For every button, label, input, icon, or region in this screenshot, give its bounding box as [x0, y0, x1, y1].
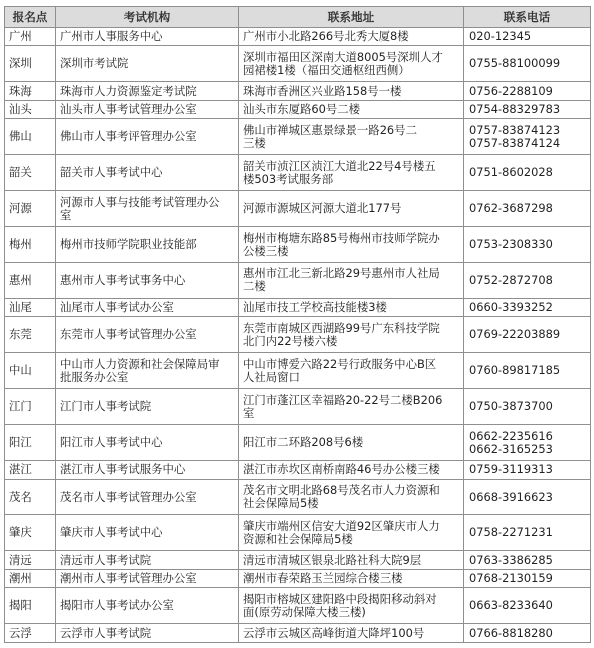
exam-institution-cell — [56, 569, 239, 587]
registration-point-cell: 汕头 — [5, 100, 56, 118]
contact-address-cell-line: 汕头市东厦路60号二楼 — [243, 102, 361, 117]
registration-point-cell: 珠海 — [5, 82, 56, 100]
exam-institution-cell-line: 江门市人事考试院 — [60, 399, 152, 414]
contact-phone-cell — [464, 227, 591, 263]
registration-point-cell: 广州 — [5, 28, 56, 46]
exam-institution-cell-line: 惠州市人事考试事务中心 — [60, 272, 186, 287]
contact-phone-cell-line: 0662-2235616 — [469, 428, 553, 443]
table-row — [5, 263, 591, 299]
registration-point-cell: 江门 — [5, 389, 56, 425]
registration-point-cell: 佛山 — [5, 119, 56, 155]
contact-phone-cell-line: 0762-3687298 — [469, 201, 553, 216]
registration-point-cell: 潮州 — [5, 569, 56, 587]
contact-address-cell — [239, 28, 464, 46]
contact-phone-cell-line: 0668-3916623 — [469, 489, 553, 504]
registration-point-cell: 东莞 — [5, 317, 56, 353]
contact-phone-cell-line: 0766-8818280 — [469, 625, 553, 640]
contact-address-cell-line: 面(原劳动保障大楼三楼) — [243, 604, 366, 619]
table-row — [5, 588, 591, 624]
exam-institution-cell — [56, 461, 239, 479]
registration-point-cell: 清远 — [5, 551, 56, 569]
contact-phone-cell — [464, 624, 591, 643]
contact-phone-cell — [464, 479, 591, 515]
contact-phone-cell-line: 0760-89817185 — [469, 363, 561, 378]
registration-point-cell: 韶关 — [5, 155, 56, 191]
table-row — [5, 28, 591, 46]
exam-institution-cell-line: 肇庆市人事考试中心 — [60, 525, 163, 540]
contact-address-cell-line: 茂名市文明北路68号茂名市人力资源和 — [243, 483, 440, 498]
contact-address-cell-line: 北门内22号楼六楼 — [243, 333, 338, 348]
exam-institution-cell — [56, 389, 239, 425]
registration-point-cell: 深圳 — [5, 46, 56, 82]
contact-address-cell — [239, 100, 464, 118]
exam-institution-cell — [56, 515, 239, 551]
exam-institution-cell — [56, 119, 239, 155]
contact-phone-cell — [464, 298, 591, 316]
contact-phone-cell — [464, 191, 591, 227]
registration-point-cell: 揭阳 — [5, 588, 56, 624]
contact-phone-cell — [464, 569, 591, 587]
contact-address-cell-line: 资源和社会保障局5楼 — [243, 531, 353, 546]
exam-institution-cell — [56, 227, 239, 263]
contact-phone-cell-line: 020-12345 — [469, 29, 532, 44]
exam-institution-cell-line: 汕尾市人事考试办公室 — [60, 300, 174, 315]
exam-institution-cell-line: 深圳市考试院 — [60, 56, 129, 71]
table-row — [5, 624, 591, 643]
contact-phone-cell-line: 0754-88329783 — [469, 102, 561, 117]
table-row — [5, 119, 591, 155]
contact-phone-cell-line: 0756-2288109 — [469, 83, 553, 98]
exam-institution-cell — [56, 425, 239, 461]
contact-address-cell — [239, 425, 464, 461]
exam-institution-cell-line: 室 — [60, 207, 72, 222]
exam-center-contact-table — [4, 6, 591, 643]
contact-address-cell-line: 佛山市禅城区惠景绿景一路26号二 — [243, 122, 417, 137]
table-row — [5, 317, 591, 353]
exam-institution-cell — [56, 551, 239, 569]
table-row — [5, 479, 591, 515]
contact-phone-cell-line: 0763-3386285 — [469, 552, 553, 567]
exam-institution-cell — [56, 317, 239, 353]
exam-institution-cell-line: 潮州市人事考试管理办公室 — [60, 571, 197, 586]
exam-institution-cell-line: 云浮市人事考试院 — [60, 625, 152, 640]
exam-institution-cell-line: 揭阳市人事考试办公室 — [60, 598, 174, 613]
exam-institution-cell-line: 汕头市人事考试管理办公室 — [60, 102, 197, 117]
contact-address-cell — [239, 317, 464, 353]
contact-address-cell-line: 深圳市福田区深南大道8005号深圳人才 — [243, 49, 443, 64]
contact-phone-cell — [464, 317, 591, 353]
table-row — [5, 551, 591, 569]
exam-institution-cell-line: 广州市人事服务中心 — [60, 29, 163, 44]
contact-phone-cell-line: 0758-2271231 — [469, 525, 553, 540]
contact-address-cell — [239, 588, 464, 624]
registration-point-cell: 云浮 — [5, 624, 56, 643]
contact-address-cell — [239, 461, 464, 479]
exam-institution-cell — [56, 588, 239, 624]
header-exam-institution: 考试机构 — [56, 7, 239, 28]
contact-address-cell — [239, 155, 464, 191]
registration-point-cell: 中山 — [5, 353, 56, 389]
contact-address-cell — [239, 551, 464, 569]
contact-address-cell-line: 珠海市香洲区兴业路158号一楼 — [243, 83, 402, 98]
contact-phone-cell-line: 0751-8602028 — [469, 165, 553, 180]
contact-phone-cell — [464, 155, 591, 191]
contact-address-cell-line: 清远市清城区银泉北路社科大院9层 — [243, 552, 422, 567]
contact-address-cell-line: 三楼 — [243, 135, 266, 150]
contact-phone-cell-line: 0662-3165253 — [469, 441, 553, 456]
exam-institution-cell — [56, 353, 239, 389]
contact-address-cell-line: 江门市蓬江区幸福路20-22号二楼B206 — [243, 392, 443, 407]
registration-point-cell: 阳江 — [5, 425, 56, 461]
registration-point-cell: 河源 — [5, 191, 56, 227]
contact-address-cell-line: 室 — [243, 405, 255, 420]
registration-point-cell: 梅州 — [5, 227, 56, 263]
exam-institution-cell-line: 佛山市人事考评管理办公室 — [60, 129, 197, 144]
contact-address-cell-line: 社会保障局5楼 — [243, 496, 319, 511]
contact-phone-cell — [464, 46, 591, 82]
exam-institution-cell-line: 批服务办公室 — [60, 369, 129, 384]
contact-address-cell-line: 中山市博爱六路22号行政服务中心B区 — [243, 356, 437, 371]
contact-address-cell — [239, 298, 464, 316]
contact-phone-cell — [464, 389, 591, 425]
contact-address-cell-line: 肇庆市端州区信安大道92区肇庆市人力 — [243, 518, 440, 533]
contact-phone-cell — [464, 515, 591, 551]
contact-address-cell — [239, 515, 464, 551]
exam-institution-cell — [56, 155, 239, 191]
contact-phone-cell — [464, 82, 591, 100]
contact-phone-cell-line: 0759-3119313 — [469, 462, 553, 477]
exam-institution-cell — [56, 479, 239, 515]
contact-address-cell-line: 楼503考试服务部 — [243, 171, 334, 186]
exam-institution-cell — [56, 263, 239, 299]
contact-phone-cell-line: 0750-3873700 — [469, 399, 553, 414]
contact-phone-cell-line: 0757-83874123 — [469, 122, 561, 137]
exam-institution-cell-line: 梅州市技师学院职业技能部 — [60, 237, 197, 252]
contact-phone-cell — [464, 425, 591, 461]
exam-institution-cell — [56, 46, 239, 82]
exam-institution-cell-line: 中山市人力资源和社会保障局审 — [60, 356, 220, 371]
contact-address-cell-line: 公楼三楼 — [243, 243, 289, 258]
header-contact-phone: 联系电话 — [464, 7, 591, 28]
table-header-row — [5, 7, 591, 28]
contact-address-cell-line: 东莞市南城区西湖路99号广东科技学院 — [243, 320, 440, 335]
contact-address-cell-line: 二楼 — [243, 279, 266, 294]
contact-address-cell — [239, 263, 464, 299]
contact-address-cell — [239, 624, 464, 643]
exam-institution-cell — [56, 28, 239, 46]
table-row — [5, 100, 591, 118]
contact-address-cell-line: 河源市源城区河源大道北177号 — [243, 201, 402, 216]
contact-phone-cell-line: 0755-88100099 — [469, 56, 561, 71]
contact-address-cell — [239, 389, 464, 425]
contact-phone-cell — [464, 588, 591, 624]
contact-phone-cell — [464, 28, 591, 46]
contact-phone-cell — [464, 263, 591, 299]
exam-institution-cell — [56, 191, 239, 227]
contact-address-cell-line: 园裙楼1楼（福田交通枢纽西侧） — [243, 62, 410, 77]
contact-address-cell-line: 梅州市梅塘东路85号梅州市技师学院办 — [243, 230, 440, 245]
contact-address-cell — [239, 82, 464, 100]
exam-institution-cell — [56, 624, 239, 643]
contact-address-cell — [239, 191, 464, 227]
contact-phone-cell-line: 0660-3393252 — [469, 300, 553, 315]
table-row — [5, 46, 591, 82]
contact-address-cell-line: 惠州市江北三新北路29号惠州市人社局 — [243, 266, 440, 281]
registration-point-cell: 茂名 — [5, 479, 56, 515]
exam-institution-cell — [56, 100, 239, 118]
header-registration-point: 报名点 — [5, 7, 56, 28]
exam-institution-cell-line: 河源市人事与技能考试管理办公 — [60, 194, 220, 209]
table-row — [5, 227, 591, 263]
contact-address-cell-line: 韶关市浈江区浈江大道北22号4号楼五 — [243, 158, 436, 173]
contact-address-cell — [239, 227, 464, 263]
contact-address-cell-line: 汕尾市技工学校高技能楼3楼 — [243, 300, 387, 315]
exam-institution-cell-line: 韶关市人事考试中心 — [60, 165, 163, 180]
table-body — [5, 28, 591, 643]
contact-address-cell-line: 揭阳市榕城区建阳路中段揭阳移动斜对 — [243, 591, 437, 606]
table-row — [5, 461, 591, 479]
contact-phone-cell — [464, 100, 591, 118]
exam-institution-cell-line: 珠海市人力资源鉴定考试院 — [60, 83, 197, 98]
contact-phone-cell — [464, 353, 591, 389]
table-row — [5, 389, 591, 425]
contact-phone-cell — [464, 461, 591, 479]
contact-address-cell — [239, 46, 464, 82]
contact-address-cell-line: 人社局窗口 — [243, 369, 300, 384]
contact-address-cell — [239, 479, 464, 515]
contact-phone-cell — [464, 119, 591, 155]
registration-point-cell: 惠州 — [5, 263, 56, 299]
exam-institution-cell-line: 清远市人事考试院 — [60, 552, 152, 567]
registration-point-cell: 湛江 — [5, 461, 56, 479]
exam-institution-cell — [56, 298, 239, 316]
registration-point-cell: 汕尾 — [5, 298, 56, 316]
exam-institution-cell-line: 湛江市人事考试服务中心 — [60, 462, 186, 477]
contact-phone-cell-line: 0752-2872708 — [469, 272, 553, 287]
contact-phone-cell-line: 0753-2308330 — [469, 237, 553, 252]
contact-address-cell — [239, 569, 464, 587]
table-row — [5, 515, 591, 551]
table-row — [5, 82, 591, 100]
exam-institution-cell-line: 茂名市人事考试管理办公室 — [60, 489, 197, 504]
exam-institution-cell-line: 阳江市人事考试中心 — [60, 435, 163, 450]
table-row — [5, 155, 591, 191]
table-row — [5, 191, 591, 227]
contact-phone-cell-line: 0757-83874124 — [469, 135, 561, 150]
exam-institution-cell-line: 东莞市人事考试管理办公室 — [60, 327, 197, 342]
table-row — [5, 425, 591, 461]
header-contact-address: 联系地址 — [239, 7, 464, 28]
contact-address-cell — [239, 119, 464, 155]
contact-address-cell-line: 广州市小北路266号北秀大厦8楼 — [243, 29, 409, 44]
table-row — [5, 353, 591, 389]
table-row — [5, 298, 591, 316]
contact-address-cell-line: 湛江市赤坎区南桥南路46号办公楼三楼 — [243, 462, 440, 477]
registration-point-cell: 肇庆 — [5, 515, 56, 551]
contact-phone-cell — [464, 551, 591, 569]
table-row — [5, 569, 591, 587]
contact-phone-cell-line: 0768-2130159 — [469, 571, 553, 586]
contact-address-cell — [239, 353, 464, 389]
contact-address-cell-line: 云浮市云城区高峰街道大降坪100号 — [243, 625, 425, 640]
contact-phone-cell-line: 0769-22203889 — [469, 327, 561, 342]
contact-address-cell-line: 阳江市二环路208号6楼 — [243, 435, 364, 450]
contact-address-cell-line: 潮州市春荣路玉兰园综合楼三楼 — [243, 571, 403, 586]
exam-institution-cell — [56, 82, 239, 100]
contact-phone-cell-line: 0663-8233640 — [469, 598, 553, 613]
